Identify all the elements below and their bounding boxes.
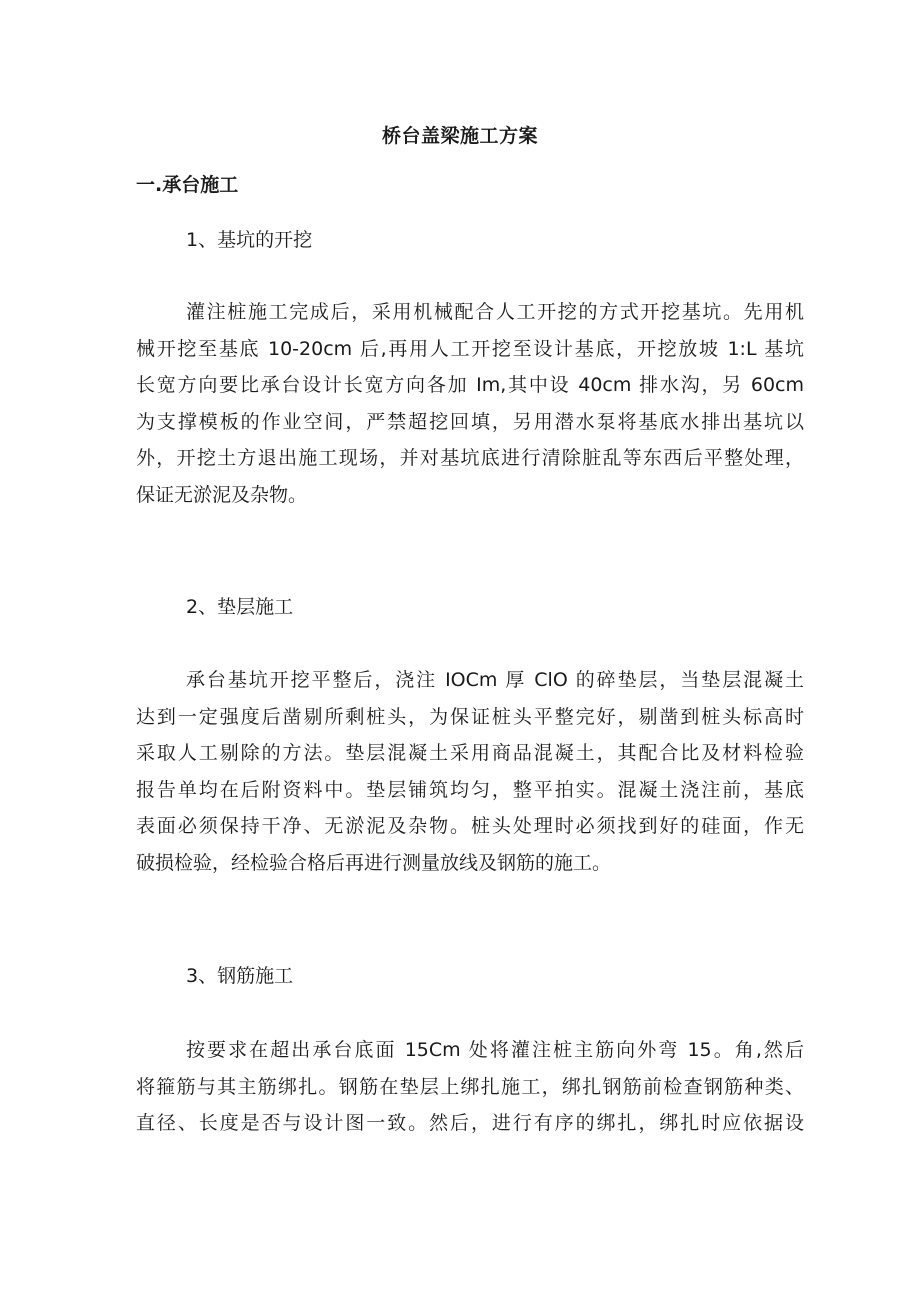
subsection-heading-1: 1、基坑的开挖 <box>186 229 313 251</box>
paragraph-line: 长宽方向要比承台设计长宽方向各加 Im,其中设 40cm 排水沟，另 60cm <box>136 374 804 396</box>
paragraph-line: 达到一定强度后凿剔所剩桩头，为保证桩头平整完好，剔凿到桩头标高时 <box>136 705 804 728</box>
document-title: 桥台盖梁施工方案 <box>381 125 538 147</box>
subsection-heading-3: 3、钢筋施工 <box>186 965 294 987</box>
subsection-heading-2: 2、垫层施工 <box>186 596 294 618</box>
paragraph-line: 采取人工剔除的方法。垫层混凝土采用商品混凝土，其配合比及材料检验 <box>136 742 804 764</box>
paragraph-cushion <box>136 662 804 881</box>
paragraph-line: 破损检验，经检验合格后再进行测量放线及钢筋的施工。 <box>136 851 612 874</box>
paragraph-line: 表面必须保持干净、无淤泥及杂物。桩头处理时必须找到好的硅面，作无 <box>136 815 804 837</box>
paragraph-line: 按要求在超出承台底面 15Cm 处将灌注桩主筋向外弯 15。角,然后 <box>186 1039 804 1061</box>
paragraph-rebar <box>136 1032 804 1142</box>
paragraph-line: 外，开挖土方退出施工现场，并对基坑底进行清除脏乱等东西后平整处理， <box>136 447 804 469</box>
paragraph-line: 保证无淤泥及杂物。 <box>136 483 308 506</box>
section-heading: 一.承台施工 <box>136 174 239 196</box>
paragraph-line: 械开挖至基底 10-20cm 后,再用人工开挖至设计基底，开挖放坡 1:L 基坑 <box>136 337 804 360</box>
paragraph-line: 将箍筋与其主筋绑扎。钢筋在垫层上绑扎施工，绑扎钢筋前检查钢筋种类、 <box>136 1075 804 1098</box>
paragraph-line: 为支撑模板的作业空间，严禁超挖回填，另用潜水泵将基底水排出基坑以 <box>136 410 804 433</box>
paragraph-line: 灌注桩施工完成后，采用机械配合人工开挖的方式开挖基坑。先用机 <box>186 301 804 323</box>
paragraph-excavation <box>136 294 804 513</box>
paragraph-line: 直径、长度是否与设计图一致。然后，进行有序的绑扎，绑扎时应依据设 <box>136 1112 804 1134</box>
paragraph-line: 报告单均在后附资料中。垫层铺筑均匀，整平拍实。混凝土浇注前，基底 <box>136 778 804 801</box>
paragraph-line: 承台基坑开挖平整后，浇注 IOCm 厚 ClO 的碎垫层，当垫层混凝土 <box>186 669 804 691</box>
